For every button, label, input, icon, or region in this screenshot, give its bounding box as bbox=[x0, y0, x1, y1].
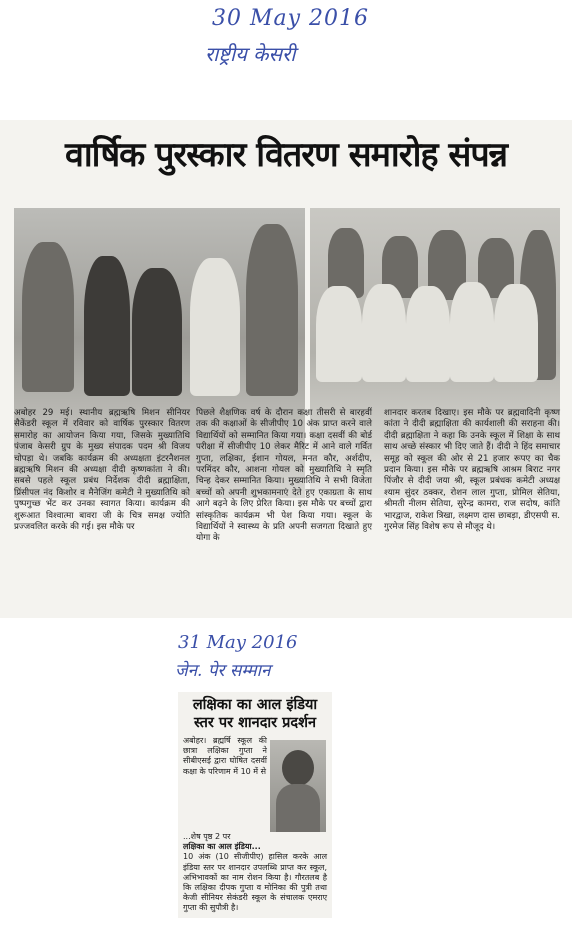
article-body-continued: 10 अंक (10 सीजीपीए) हासिल करके आल इंडिया स्तर पर शानदार उपलब्धि प्राप्त कर स्कूल, अभिभावकों का नाम रोशन किया है। गौरतलब है कि लक्षिका दीपक गुप्ता व मोनिका की पुत्री तथा केजी सीनियर सेकंडरी स्कूल के संचालक एमराए गुप्ता की सुपौत्री है। bbox=[183, 852, 327, 913]
article-headline: लक्षिका का आल इंडिया स्तर पर शानदार प्रदर्शन bbox=[192, 697, 318, 731]
newspaper-clipping-lakshika bbox=[178, 692, 332, 918]
article-column-1: अबोहर 29 मई। स्थानीय ब्रह्मऋषि मिशन सीनियर सैकेंडरी स्कूल में रविवार को वार्षिक पुरस्कार वितरण समारोह का आयोजन किया गया, जिसके मुख्यातिथि पंजाब केसरी ग्रुप के मुख्य संपादक पदम श्री विजय चोपड़ा थे। जबकि कार्यक्रम की अध्यक्षता इंटरनैशनल ब्रह्मऋषि मिशन की अध्यक्षा दीदी कृष्णकांता ने की। सबसे पहले स्कूल प्रबंध निर्देशक दीदी ब्रह्माक्षिता, प्रिंसीपल नंद किशोर व मैनेजिंग कमेटी ने मुख्यातिथि को पुष्पगुच्छ भेंट कर उनका स्वागत किया। कार्यक्रम की शुरूआत विश्वात्मा बावरा जी के चित्र समक्ष ज्योति प्रज्जवलित करके की गई। इस मौके पर bbox=[14, 408, 190, 533]
student-figure bbox=[362, 284, 406, 382]
article-headline: वार्षिक पुरस्कार वितरण समारोह संपन्न bbox=[64, 135, 508, 175]
portrait-head bbox=[282, 750, 314, 786]
student-portrait-photo bbox=[270, 740, 326, 832]
person-figure bbox=[190, 258, 240, 396]
article-column-3: शानदार करतब दिखाए। इस मौके पर ब्रह्मवादिनी कृष्ण कांता ने दीदी ब्रह्माक्षिता की कार्यशाली की सराहना की। दीदी ब्रह्माक्षिता ने कहा कि उनके स्कूल में शिक्षा के साथ साथ अच्छे संस्कार भी दिए जाते हैं। दीदी ने हिंद समाचार समूह को स्कूल की ओर से 21 हजार रूपए का चैक प्रदान किया। इस मौके पर ब्रह्मऋषि आश्रम बिराट नगर पिंजौर से दीदी जया श्री, स्कूल प्रबंधक कमेटी अध्यक्ष श्याम सुंदर ठक्कर, रोशन लाल गुप्ता, प्रोमिल सेतिया, श्रीमती नीलम सेतिया, सुरेन्द्र कामरा, राज सदोष, कांति भारद्वाज, राकेश त्रिखा, लक्ष्मण दास छाबड़ा, डीएसपी स. गुरमेज सिंह विशेष रूप से मौजूद थे। bbox=[384, 408, 560, 533]
person-figure bbox=[84, 256, 130, 396]
student-figure bbox=[494, 284, 538, 382]
handwritten-date-top: 30 May 2016 bbox=[212, 6, 370, 31]
handwritten-source-bottom: जेन. पेर सम्मान bbox=[175, 661, 271, 681]
article-continuation bbox=[183, 832, 327, 914]
person-figure bbox=[22, 242, 74, 392]
student-figure bbox=[316, 286, 362, 382]
person-figure bbox=[246, 224, 298, 396]
article-subhead: लक्षिका का आल इंडिया... bbox=[183, 842, 261, 852]
continued-note: ...शेष पृष्ठ 2 पर bbox=[183, 832, 231, 841]
article-body: अबोहर। ब्रह्मर्षि स्कूल की छात्रा लक्षिका गुप्ता ने सीबीएसई द्वारा घोषित दसवीं कक्षा के परिणाम में 10 में से bbox=[183, 736, 267, 776]
student-figure bbox=[450, 282, 494, 382]
article-column-2: पिछले शैक्षणिक वर्ष के दौरान कक्षा तीसरी से बारहवीं तक की कक्षाओं के सीजीपीए 10 अंक प्राप्त करने वाले विद्यार्थियों को सम्मानित किया गया। कक्षा दसवीं की बोर्ड परीक्षा में सीजीपीए 10 लेकर मैरिट में आने वाले गर्वित गुप्ता, लक्षिका, ईशान गोयल, मनत कौर, अर्शदीप, परमिंदर कौर, आशना गोयल को मुख्यातिथि ने स्मृति चिन्ह देकर सम्मानित किया। मुख्यातिथि ने सभी विजेता बच्चों को अपनी शुभकामनाएं देते हुए एकाग्रता के साथ आगे बढ़ने के लिए प्रेरित किया। इस मौके पर बच्चों द्वारा सांस्कृतिक कार्यक्रम भी पेश किया गया। स्कूल के विद्यार्थियों ने स्वास्थ्य के प्रति अपनी सजगता दिखाते हुए योगा के bbox=[196, 408, 372, 544]
portrait-body bbox=[276, 784, 320, 832]
person-figure bbox=[132, 268, 182, 396]
student-figure bbox=[406, 286, 450, 382]
newspaper-clipping-award-ceremony bbox=[0, 120, 572, 618]
handwritten-date-bottom: 31 May 2016 bbox=[178, 632, 298, 653]
handwritten-source-top: राष्ट्रीय केसरी bbox=[205, 42, 296, 66]
